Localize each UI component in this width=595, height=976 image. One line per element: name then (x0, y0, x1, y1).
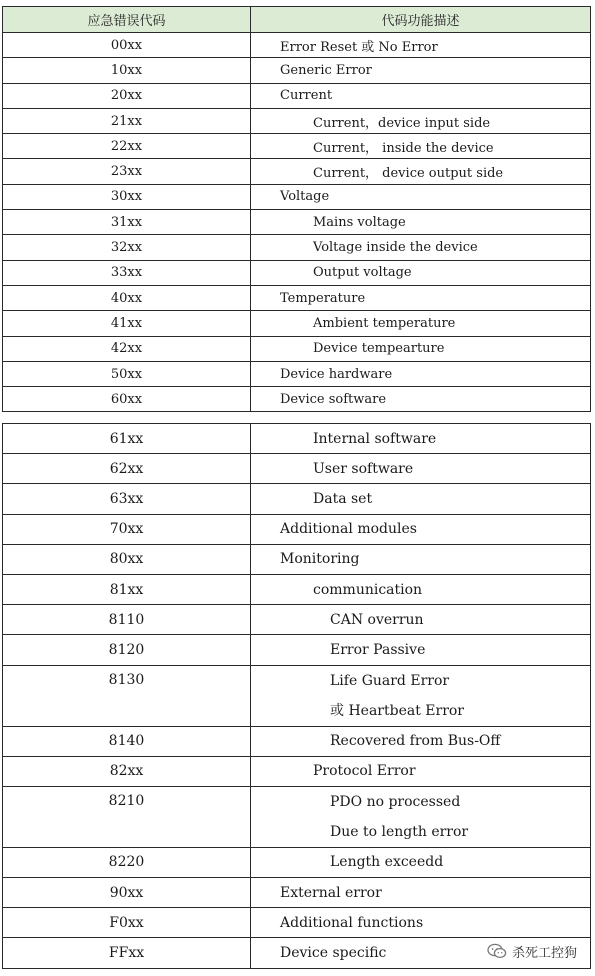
table-row (3, 514, 591, 544)
table-row (3, 235, 591, 260)
table-row (3, 210, 591, 235)
table-row (3, 484, 591, 514)
table-row (3, 878, 591, 908)
description-cell (251, 235, 591, 260)
error-code-cell: 10xx (3, 58, 251, 83)
error-code-cell: 21xx (3, 108, 251, 133)
error-code-table-top (2, 6, 591, 412)
error-code-cell: 63xx (3, 484, 251, 514)
error-code-cell: 8130 (3, 665, 251, 726)
error-code-cell: 30xx (3, 184, 251, 209)
table-row (3, 726, 591, 756)
table-row (3, 285, 591, 310)
description-cell (251, 387, 591, 412)
error-code-cell: 81xx (3, 574, 251, 604)
error-code-cell: 8120 (3, 635, 251, 665)
description-line: Monitoring (280, 551, 360, 568)
description-line: Temperature (280, 290, 366, 306)
description-line: User software (313, 460, 414, 477)
table-row (3, 847, 591, 877)
description-line: Protocol Error (313, 763, 416, 780)
watermark-text: 杀死工控狗 (511, 945, 577, 961)
error-code-cell: 42xx (3, 336, 251, 361)
description-cell (251, 260, 591, 285)
table-row (3, 184, 591, 209)
description-line: CAN overrun (330, 611, 424, 628)
description-cell (251, 285, 591, 310)
description-line: Current， device output side (313, 166, 504, 182)
watermark (483, 939, 581, 963)
description-cell (251, 336, 591, 361)
error-code-cell: 90xx (3, 878, 251, 908)
description-cell (251, 726, 591, 756)
description-line: Current， inside the device (313, 140, 494, 156)
description-cell (251, 424, 591, 454)
description-cell (251, 311, 591, 336)
table-row (3, 605, 591, 635)
table-body-top (3, 33, 591, 412)
description-cell (251, 574, 591, 604)
description-cell (251, 58, 591, 83)
table-row (3, 786, 591, 847)
description-line: Voltage inside the device (313, 240, 478, 256)
description-line: Life Guard Error (330, 672, 450, 689)
error-code-cell: 50xx (3, 361, 251, 386)
error-code-cell: 82xx (3, 756, 251, 786)
description-cell (251, 108, 591, 133)
error-code-cell: 23xx (3, 159, 251, 184)
description-line: Error Reset 或 No Error (280, 39, 438, 55)
table-row (3, 159, 591, 184)
table-row (3, 336, 591, 361)
table-row (3, 635, 591, 665)
description-line: Additional functions (280, 914, 424, 931)
description-line: PDO no processed (330, 793, 461, 810)
error-code-cell: 22xx (3, 134, 251, 159)
description-line: Device tempearture (313, 341, 445, 357)
header-description: 代码功能描述 (251, 7, 591, 33)
description-cell (251, 878, 591, 908)
description-cell (251, 33, 591, 58)
description-line: Ambient temperature (313, 315, 456, 331)
description-line: Device hardware (280, 366, 393, 382)
description-cell (251, 184, 591, 209)
table-row (3, 544, 591, 574)
error-code-cell: 62xx (3, 454, 251, 484)
table-row (3, 260, 591, 285)
description-cell (251, 635, 591, 665)
description-line: Device software (280, 391, 387, 407)
table-row (3, 311, 591, 336)
table-row (3, 58, 591, 83)
table-row (3, 387, 591, 412)
description-line: Voltage (280, 189, 330, 205)
header-error-code: 应急错误代码 (3, 7, 251, 33)
description-cell (251, 786, 591, 847)
error-code-cell: 33xx (3, 260, 251, 285)
description-cell (251, 159, 591, 184)
description-cell (251, 83, 591, 108)
description-line: Current，device input side (313, 115, 491, 131)
description-line: External error (280, 884, 382, 901)
table-body-bottom (3, 424, 591, 969)
table-row (3, 454, 591, 484)
description-line: Data set (313, 490, 373, 507)
error-code-cell: 60xx (3, 387, 251, 412)
description-cell (251, 544, 591, 574)
description-line: Current (280, 88, 333, 104)
description-cell (251, 665, 591, 726)
error-code-cell: 8110 (3, 605, 251, 635)
table-row (3, 33, 591, 58)
error-code-cell: F0xx (3, 908, 251, 938)
table-row (3, 83, 591, 108)
table-row (3, 134, 591, 159)
error-code-cell: 20xx (3, 83, 251, 108)
description-cell (251, 605, 591, 635)
error-code-table-bottom (2, 423, 591, 969)
description-line: Output voltage (313, 265, 412, 281)
error-code-cell: 41xx (3, 311, 251, 336)
table-row (3, 108, 591, 133)
error-code-cell: FFxx (3, 938, 251, 968)
error-code-cell: 32xx (3, 235, 251, 260)
description-line: Mains voltage (313, 214, 406, 230)
error-code-cell: 8140 (3, 726, 251, 756)
table-header-row (3, 7, 591, 33)
description-line: Device specific (280, 945, 387, 962)
description-line: Internal software (313, 430, 437, 447)
description-line: communication (313, 581, 423, 598)
error-code-cell: 40xx (3, 285, 251, 310)
error-code-cell: 00xx (3, 33, 251, 58)
description-cell (251, 361, 591, 386)
description-cell (251, 454, 591, 484)
description-cell (251, 484, 591, 514)
error-code-cell: 80xx (3, 544, 251, 574)
description-line: Due to length error (330, 823, 469, 840)
table-row (3, 361, 591, 386)
table-row (3, 665, 591, 726)
description-cell (251, 134, 591, 159)
description-cell (251, 514, 591, 544)
description-cell (251, 756, 591, 786)
error-code-cell: 61xx (3, 424, 251, 454)
error-code-cell: 31xx (3, 210, 251, 235)
wechat-icon (487, 943, 507, 959)
table-row (3, 908, 591, 938)
error-code-cell: 8220 (3, 847, 251, 877)
description-line: Length exceedd (330, 854, 444, 871)
error-code-cell: 8210 (3, 786, 251, 847)
description-line: 或 Heartbeat Error (330, 702, 465, 719)
description-cell (251, 210, 591, 235)
error-code-cell: 70xx (3, 514, 251, 544)
description-line: Additional modules (280, 521, 417, 538)
description-line: Recovered from Bus-Off (330, 733, 501, 750)
table-row (3, 424, 591, 454)
table-row (3, 756, 591, 786)
description-cell (251, 847, 591, 877)
table-row (3, 574, 591, 604)
description-line: Generic Error (280, 62, 372, 78)
description-cell (251, 908, 591, 938)
description-line: Error Passive (330, 641, 426, 658)
